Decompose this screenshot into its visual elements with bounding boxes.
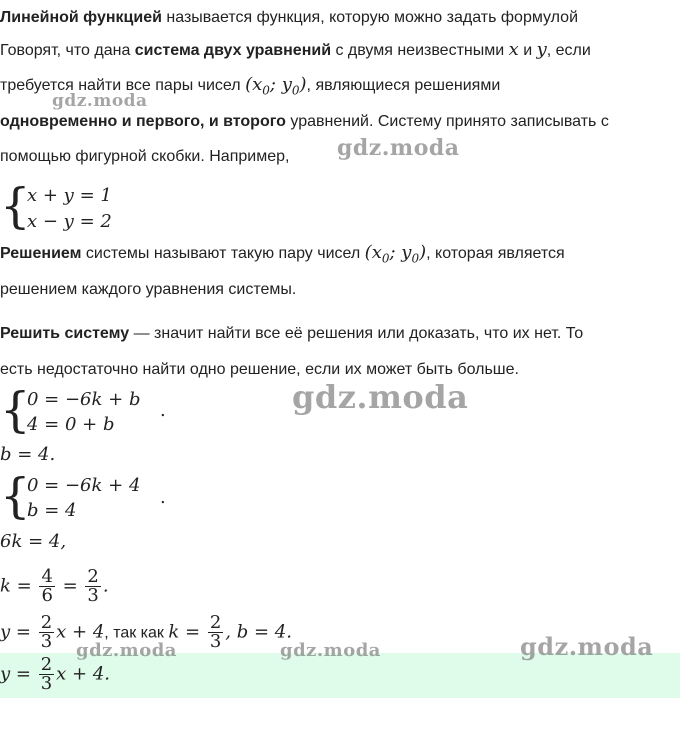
example-eq2: x − y = 2	[27, 211, 112, 232]
var-x: x	[508, 39, 519, 60]
watermark: gdz.moda	[292, 378, 469, 416]
curly-brace-icon: {	[0, 468, 31, 524]
text: уравнений. Систему принято записывать с	[285, 113, 609, 130]
fraction: $\frac{2}{3}$	[87, 566, 99, 606]
system2-eq2: 4 = 0 + b	[27, 414, 115, 435]
system2-eq1: 0 = −6k + b	[27, 389, 141, 410]
step-k-value: k = $\frac{4}{6}$ = $\frac{2}{3}$ .	[0, 566, 109, 606]
def-text: называется функция, которую можно задать формулой	[161, 9, 579, 26]
term-simultaneous: одновременно и первого, и второго	[0, 113, 286, 130]
fraction: $\frac{2}{3}$	[40, 654, 53, 694]
period: .	[160, 400, 166, 421]
text: с двумя неизвестными	[331, 42, 509, 59]
def-linear-function	[0, 8, 578, 28]
text: , являющиеся решениями	[306, 77, 501, 94]
watermark: gdz.moda	[280, 640, 381, 661]
pair-formula: ($x_0$; $y_0$)	[364, 242, 427, 266]
solve-def-line2	[0, 360, 519, 380]
step-y-formula: y = $\frac{2}{3}$ x + 4, так как k = $\frac{2}{3}$ , b = 4.	[0, 612, 292, 652]
system3-eq1: 0 = −6k + 4	[27, 475, 141, 496]
term-linear-function: Линейной функцией	[0, 9, 162, 26]
fraction: $\frac{2}{3}$	[40, 612, 53, 652]
text: , которая является	[426, 245, 565, 262]
system-def-line4	[0, 147, 289, 167]
watermark: gdz.moda	[520, 632, 654, 661]
term-solve-system: Решить систему	[0, 325, 130, 342]
system-def-line3	[0, 112, 609, 132]
term-system: система двух уравнений	[134, 42, 332, 59]
step-6k: 6k = 4,	[0, 531, 67, 552]
period: .	[160, 487, 166, 508]
watermark: gdz.moda	[337, 135, 460, 161]
solve-def-line1	[0, 324, 583, 344]
pair-formula: ($x_0$; $y_0$)	[245, 74, 307, 98]
example-eq1: x + y = 1	[27, 185, 112, 206]
text: системы называют такую пару чисел	[81, 245, 365, 262]
step-b-value: b = 4.	[0, 444, 56, 465]
text: помощью фигурной скобки. Например,	[0, 148, 290, 165]
text: — значит найти все её решения или доказать, что их нет. То	[129, 325, 584, 342]
final-answer: y = $\frac{2}{3}$ x + 4.	[0, 654, 111, 694]
var-y: y	[536, 39, 547, 60]
text: требуется найти все пары чисел	[0, 77, 246, 94]
watermark: gdz.moda	[76, 640, 177, 661]
watermark: gdz.moda	[52, 91, 148, 111]
curly-brace-icon: {	[0, 178, 31, 234]
text: , если	[546, 42, 591, 59]
system-def-line1	[0, 40, 591, 61]
text: решением каждого уравнения системы.	[0, 281, 297, 298]
fraction: $\frac{4}{6}$	[41, 566, 53, 606]
curly-brace-icon: {	[0, 382, 31, 438]
fraction: $\frac{2}{3}$	[209, 612, 222, 652]
system3-eq2: b = 4	[27, 500, 77, 521]
text: Говорят, что дана	[0, 42, 135, 59]
text: есть недостаточно найти одно решение, если их может быть больше.	[0, 361, 519, 378]
solution-def-line1	[0, 243, 565, 269]
term-solution: Решением	[0, 245, 82, 262]
solution-def-line2	[0, 280, 296, 300]
text: и	[518, 42, 537, 59]
